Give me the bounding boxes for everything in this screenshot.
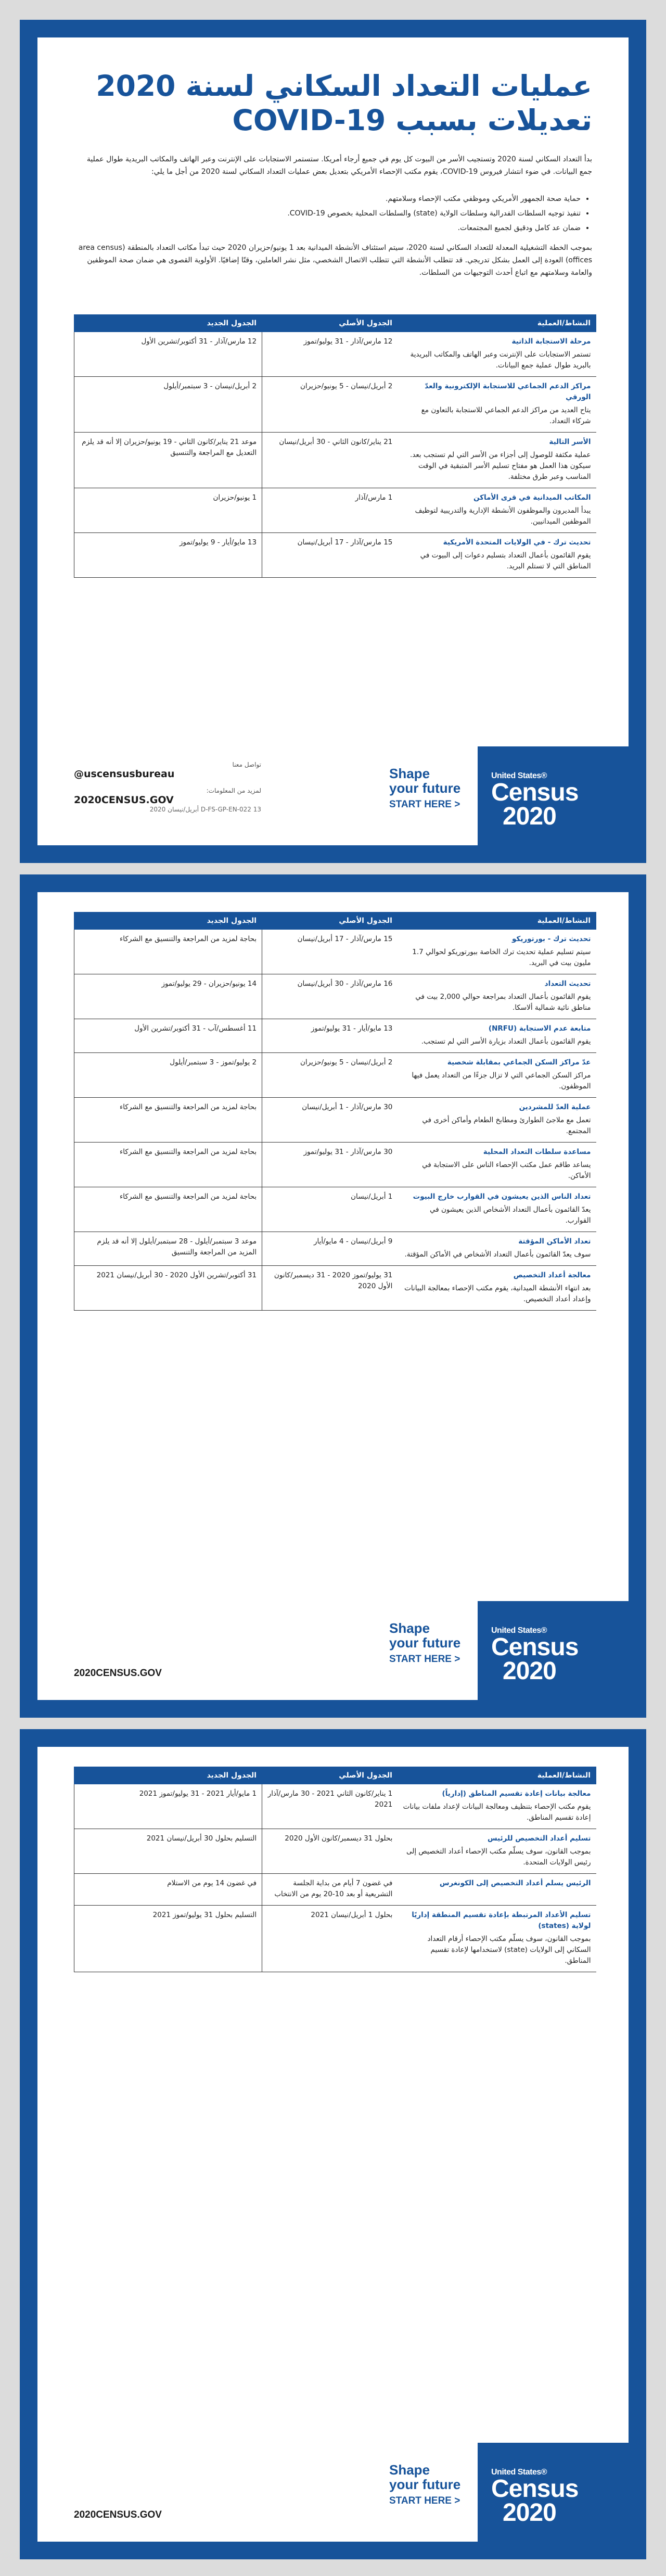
original-schedule: في غضون 7 أيام من بداية الجلسة التشريعية أو بعد 10-20 يوم من الانتخاب	[262, 1874, 398, 1906]
new-schedule: بحاجة لمزيد من المراجعة والتنسيق مع الشركاء	[74, 1143, 262, 1187]
operation-description: تعمل مع ملاجئ الطوارئ ومطابخ الطعام وأماكن أخرى في المجتمع.	[422, 1116, 591, 1135]
table-row	[74, 1187, 596, 1232]
table-row	[74, 1829, 596, 1874]
page-2-inner	[37, 892, 629, 1700]
table-row	[74, 1019, 596, 1053]
social-label: تواصل معنا	[232, 761, 261, 768]
website-link[interactable]: 2020CENSUS.GOV	[74, 1668, 162, 1679]
original-schedule: 1 أبريل/نيسان	[262, 1187, 398, 1232]
logo-year: 2020	[503, 1657, 556, 1685]
operation-description: يقوم القائمون بأعمال التعداد بتسليم دعوات إلى البيوت في المناطق التي لا تستلم البريد.	[420, 551, 591, 570]
website-link[interactable]: 2020CENSUS.GOV	[74, 2509, 162, 2520]
website-link[interactable]: 2020CENSUS.GOV	[74, 794, 174, 806]
operation-title: الأسر التالية	[549, 438, 591, 446]
operation-description: سوف يعدّ القائمون بأعمال التعداد الأشخاص في الأماكن المؤقتة.	[404, 1250, 591, 1259]
tagline-future: your future	[389, 1635, 461, 1651]
original-schedule: بحلول 1 أبريل/نيسان 2021	[262, 1906, 398, 1972]
operation-description: يقوم القائمون بأعمال التعداد بزيارة الأسر التي لم تستجب.	[421, 1037, 591, 1046]
new-schedule: 1 مايو/أيار 2021 - 31 يوليو/تموز 2021	[74, 1784, 262, 1829]
original-schedule: 15 مارس/آذار - 17 أبريل/نيسان	[262, 930, 398, 974]
header-new: الجدول الجديد	[74, 315, 262, 332]
tagline-future: your future	[389, 2477, 461, 2492]
table-row	[74, 1143, 596, 1187]
goal-list	[74, 192, 592, 235]
tagline	[389, 1621, 478, 1667]
logo-united-states: United States®	[491, 2468, 547, 2477]
schedule-table	[74, 314, 596, 578]
new-schedule: في غضون 14 يوم من الاستلام	[74, 1874, 262, 1906]
contact-block	[74, 761, 261, 813]
header-operation: النشاط/العملية	[398, 315, 596, 332]
tagline	[389, 2463, 478, 2508]
header-original: الجدول الأصلي	[262, 315, 398, 332]
plan-note: بموجب الخطة التشغيلية المعدلة للتعداد السكاني لسنة 2020، سيتم استئناف الأنشطة الميدانية بعد 1 يونيو/حزيران 2020 حيث تبدأ مكاتب التعداد بالمنطقة (area census offices) العودة إلى العمل بشكل تدريجي. قد تتطلب الأنشطة التي تتطلب الاتصال الشخصي، مثل نشر العاملين، وقتًا إضافيًا. الأولوية القصوى هي ضمان صحة الموظفين والعامة وسلامتهم مع اتباع أحدث التوجيهات من السلطات.	[78, 244, 592, 277]
new-schedule: موعد 3 سبتمبر/أيلول - 28 سبتمبر/أيلول إلا أنه قد يلزم المزيد من المراجعة والتنسيق	[74, 1232, 262, 1266]
census-brand-block	[389, 2443, 629, 2542]
original-schedule: 1 مارس/آذار	[262, 488, 398, 533]
table-row	[74, 1098, 596, 1143]
goal-item: • ضمان عد كامل ودقيق لجميع المجتمعات.	[74, 221, 581, 235]
original-schedule: 16 مارس/آذار - 30 أبريل/نيسان	[262, 974, 398, 1019]
table-row	[74, 1266, 596, 1311]
header-operation: النشاط/العملية	[398, 912, 596, 930]
original-schedule: 15 مارس/آذار - 17 أبريل/نيسان	[262, 533, 398, 578]
tagline	[389, 766, 478, 812]
operation-description: يتاح العديد من مراكز الدعم الجماعي للاستجابة بالتعاون مع شركاء التعداد.	[421, 406, 591, 425]
tagline-shape: Shape	[389, 766, 430, 781]
operation-title: مساعدة سلطات التعداد المحلية	[483, 1148, 591, 1156]
operation-description: بموجب القانون، سوف يسلّم مكتب الإحصاء أعداد التخصيص إلى رئيس الولايات المتحدة.	[406, 1847, 591, 1867]
page-3-inner	[37, 1747, 629, 2542]
census-brand-block	[389, 746, 629, 845]
table-row	[74, 1232, 596, 1266]
start-here-link[interactable]: START HERE >	[389, 799, 460, 810]
schedule-table	[74, 1767, 596, 1972]
table-row	[74, 377, 596, 433]
document-id: D-FS-GP-EN-022 13 أبريل/نيسان 2020	[149, 806, 261, 813]
schedule-table	[74, 912, 596, 1311]
title-line-1: عمليات التعداد السكاني لسنة 2020	[96, 69, 592, 103]
original-schedule: 30 مارس/آذار - 1 أبريل/نيسان	[262, 1098, 398, 1143]
new-schedule: 12 مارس/آذار - 31 أكتوبر/تشرين الأول	[74, 332, 262, 377]
page-1	[20, 20, 646, 863]
original-schedule: 13 مايو/أيار - 31 يوليو/تموز	[262, 1019, 398, 1053]
table-row	[74, 332, 596, 377]
new-schedule: 2 أبريل/نيسان - 3 سبتمبر/أيلول	[74, 377, 262, 433]
tagline-future: your future	[389, 780, 461, 796]
new-schedule: 14 يونيو/حزيران - 29 يوليو/تموز	[74, 974, 262, 1019]
operation-title: تسليم الأعداد المرتبطة بإعادة تقسيم المنطقة إداريًا لولاية (states)	[412, 1911, 591, 1930]
social-handle-link[interactable]: @uscensusbureau	[74, 768, 175, 780]
operation-description: عملية مكثفة للوصول إلى أجزاء من الأسر التي لم تستجب بعد. سيكون هذا العمل هو مفتاح تسليم الأسر المتبقية في الوقت المناسب وعبر طرق مختلفة.	[410, 451, 591, 481]
intro-paragraph: بدأ التعداد السكاني لسنة 2020 وتستجيب الأسر من البيوت كل يوم في جميع أرجاء أمريكا. ستستمر الاستجابات على الإنترنت وعبر الهاتف والمكاتب البريدية طوال عملية جمع البيانات. في ضوء انتشار فيروس COVID-19، يقوم مكتب الإحصاء الأمريكي بتعديل بعض عمليات التعداد السكاني لسنة 2020 من أجل ما يلي:	[86, 155, 592, 176]
header-original: الجدول الأصلي	[262, 912, 398, 930]
start-here-link[interactable]: START HERE >	[389, 1654, 460, 1665]
operation-description: يعدّ القائمون بأعمال التعداد الأشخاص الذين يعيشون في القوارب.	[430, 1205, 591, 1225]
logo-census: Census	[491, 779, 579, 806]
new-schedule: بحاجة لمزيد من المراجعة والتنسيق مع الشركاء	[74, 1187, 262, 1232]
start-here-link[interactable]: START HERE >	[389, 2495, 460, 2506]
operation-title: تعداد الأماكن المؤقتة	[518, 1237, 591, 1246]
new-schedule: بحاجة لمزيد من المراجعة والتنسيق مع الشركاء	[74, 930, 262, 974]
new-schedule: 2 يوليو/تموز - 3 سبتمبر/أيلول	[74, 1053, 262, 1098]
page-3	[20, 1729, 646, 2559]
original-schedule: بحلول 31 ديسمبر/كانون الأول 2020	[262, 1829, 398, 1874]
original-schedule: 2 أبريل/نيسان - 5 يونيو/حزيران	[262, 377, 398, 433]
page-title	[74, 69, 592, 137]
operation-title: تعداد الناس الذين يعيشون في القوارب خارج البيوت	[413, 1192, 591, 1201]
new-schedule: التسليم بحلول 30 أبريل/نيسان 2021	[74, 1829, 262, 1874]
original-schedule: 30 مارس/آذار - 31 يوليو/تموز	[262, 1143, 398, 1187]
operation-description: يبدأ المديرون والموظفون الأنشطة الإدارية والتدريبية لتوظيف الموظفين الميدانيين.	[415, 506, 591, 526]
census-brand-block	[389, 1601, 629, 1700]
operation-title: معالجة بيانات إعادة تقسيم المناطق (إدارياً)	[442, 1790, 591, 1798]
operation-title: عملية العدّ للمشردين	[519, 1103, 591, 1111]
operation-title: متابعة عدم الاستجابة (NRFU)	[488, 1024, 591, 1033]
operation-title: تحديث ترك - بورتوريكو	[512, 935, 591, 943]
table-row	[74, 1784, 596, 1829]
original-schedule: 9 أبريل/نيسان - 4 مايو/أيار	[262, 1232, 398, 1266]
logo-united-states: United States®	[491, 771, 547, 780]
logo-year: 2020	[503, 2499, 556, 2527]
page-2	[20, 874, 646, 1718]
new-schedule: 11 أغسطس/آب - 31 أكتوبر/تشرين الأول	[74, 1019, 262, 1053]
operation-title: مرحلة الاستجابة الذاتية	[511, 337, 591, 346]
operation-description: مراكز السكن الجماعي التي لا تزال جزءًا من التعداد يعمل فيها الموظفون.	[412, 1071, 591, 1090]
logo-census: Census	[491, 1633, 579, 1661]
tagline-shape: Shape	[389, 2462, 430, 2478]
operation-description: سيتم تسليم عملية تحديث ترك الخاصة ببورتوريكو لحوالي 1.7 مليون بيت في البريد.	[412, 948, 591, 967]
table-row	[74, 974, 596, 1019]
new-schedule: 1 يونيو/حزيران	[74, 488, 262, 533]
table-row	[74, 1053, 596, 1098]
operation-title: الرئيس يسلم أعداد التخصيص إلى الكونغرس	[439, 1879, 591, 1887]
operation-title: تحديث التعداد	[544, 980, 591, 988]
new-schedule: التسليم بحلول 31 يوليو/تموز 2021	[74, 1906, 262, 1972]
operation-description: تستمر الاستجابات على الإنترنت وعبر الهاتف والمكاتب البريدية بالبريد طوال عملية جمع البيانات.	[410, 350, 591, 370]
operation-title: تحديث ترك - في الولايات المتحدة الأمريكية	[443, 538, 591, 547]
table-row	[74, 433, 596, 488]
operation-title: معالجة أعداد التخصيص	[513, 1271, 591, 1279]
original-schedule: 1 يناير/كانون الثاني 2021 - 30 مارس/آذار 2021	[262, 1784, 398, 1829]
header-new: الجدول الجديد	[74, 1767, 262, 1784]
operation-title: عدّ مراكز السكن الجماعي بمقابلة شخصية	[447, 1058, 591, 1067]
original-schedule: 12 مارس/آذار - 31 يوليو/تموز	[262, 332, 398, 377]
operation-description: بعد انتهاء الأنشطة الميدانية، يقوم مكتب الإحصاء بمعالجة البيانات وإعداد أعداد التخصيص.	[404, 1284, 591, 1303]
table-row	[74, 1874, 596, 1906]
goal-item: • تنفيذ توجيه السلطات الفدرالية وسلطات الولاية (state) والسلطات المحلية بخصوص COVID-19.	[74, 206, 581, 221]
operation-title: مراكز الدعم الجماعي للاستجابة الإلكترونية والعدّ الورقي	[425, 382, 591, 401]
table-row	[74, 488, 596, 533]
table-row	[74, 533, 596, 578]
table-row	[74, 930, 596, 974]
operation-title: تسليم أعداد التخصيص للرئيس	[487, 1834, 591, 1843]
new-schedule: 13 مايو/أيار - 9 يوليو/تموز	[74, 533, 262, 578]
page-1-inner	[37, 37, 629, 845]
tagline-shape: Shape	[389, 1620, 430, 1636]
operation-description: يقوم القائمون بأعمال التعداد بمراجعة حوالي 2,000 بيت في مناطق نائية شمالية ألاسكا.	[415, 993, 591, 1012]
logo-year: 2020	[503, 803, 556, 830]
info-label: لمزيد من المعلومات:	[206, 787, 261, 794]
new-schedule: بحاجة لمزيد من المراجعة والتنسيق مع الشركاء	[74, 1098, 262, 1143]
operation-title: المكاتب الميدانية في قرى الأماكن	[473, 493, 591, 502]
title-line-2: تعديلات بسبب COVID-19	[232, 104, 592, 137]
header-original: الجدول الأصلي	[262, 1767, 398, 1784]
logo-census: Census	[491, 2475, 579, 2503]
logo-united-states: United States®	[491, 1626, 547, 1635]
original-schedule: 31 يوليو/تموز 2020 - 31 ديسمبر/كانون الأول 2020	[262, 1266, 398, 1311]
original-schedule: 21 يناير/كانون الثاني - 30 أبريل/نيسان	[262, 433, 398, 488]
new-schedule: 31 أكتوبر/تشرين الأول 2020 - 30 أبريل/نيسان 2021	[74, 1266, 262, 1311]
operation-description: يساعد طاقم عمل مكتب الإحصاء الناس على الاستجابة في الأماكن.	[422, 1161, 591, 1180]
goal-item: • حماية صحة الجمهور الأمريكي وموظفي مكتب الإحصاء وسلامتهم.	[74, 192, 581, 206]
original-schedule: 2 أبريل/نيسان - 5 يونيو/حزيران	[262, 1053, 398, 1098]
table-row	[74, 1906, 596, 1972]
operation-description: يقوم مكتب الإحصاء بتنظيف ومعالجة البيانات لإعداد ملفات بيانات إعادة تقسيم المناطق.	[403, 1803, 591, 1822]
header-new: الجدول الجديد	[74, 912, 262, 930]
new-schedule: موعد 21 يناير/كانون الثاني - 19 يونيو/حزيران إلا أنه قد يلزم التعديل مع المراجعة والتنسيق	[74, 433, 262, 488]
header-operation: النشاط/العملية	[398, 1767, 596, 1784]
operation-description: بموجب القانون، سوف يسلّم مكتب الإحصاء أرقام التعداد السكاني إلى الولايات (state) لاستخدامها لإعادة تقسيم المناطق.	[427, 1935, 591, 1965]
